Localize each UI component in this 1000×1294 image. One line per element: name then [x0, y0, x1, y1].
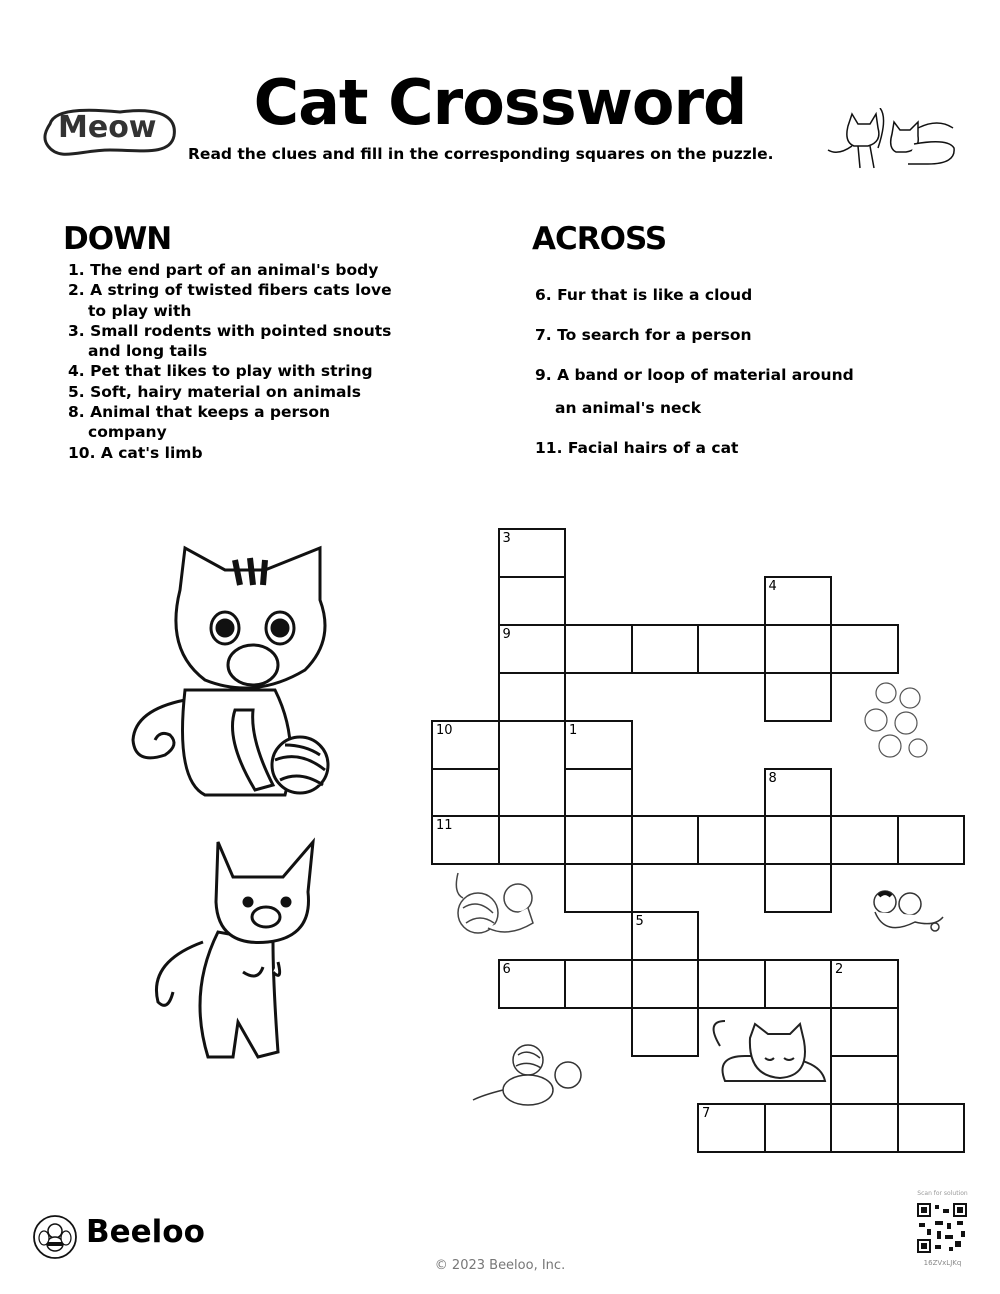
instructions: Read the clues and fill in the corresponding squares on the puzzle. [188, 145, 774, 163]
across-clue [535, 319, 875, 352]
clue-text-continued: an animal's neck [555, 399, 702, 417]
crossword-cell[interactable] [431, 815, 500, 865]
copyright: © 2023 Beeloo, Inc. [434, 1258, 566, 1273]
across-heading: ACROSS [532, 221, 667, 257]
crossword-cell[interactable] [764, 672, 833, 722]
crossword-cell[interactable] [764, 1103, 833, 1153]
clue-number: 8 [768, 770, 777, 786]
clue-number: 7 [702, 1105, 711, 1121]
crossword-cell[interactable] [764, 863, 833, 913]
down-clue: 10. A cat's limb [68, 443, 203, 462]
cat-with-yarn-illustration [448, 868, 543, 948]
crossword-cell[interactable] [897, 1103, 966, 1153]
clue-text: 9. A band or loop of material around [535, 366, 854, 384]
down-clues [68, 260, 398, 463]
crossword-cell[interactable] [897, 815, 966, 865]
crossword-cell[interactable] [631, 624, 700, 674]
crossword-cell[interactable] [830, 624, 899, 674]
crossword-cell[interactable] [764, 815, 833, 865]
across-clue [535, 432, 875, 465]
crossword-cell[interactable] [830, 1007, 899, 1057]
clue-number: 10 [436, 722, 453, 738]
cat-pile-illustration [858, 678, 933, 763]
across-clue [535, 359, 875, 425]
clue-text: 7. To search for a person [535, 326, 752, 344]
crossword-cell[interactable] [431, 768, 500, 818]
crossword-cell[interactable] [498, 815, 567, 865]
crossword-cell[interactable] [564, 959, 633, 1009]
crossword-cell[interactable] [697, 815, 766, 865]
crossword-cell[interactable] [764, 624, 833, 674]
clue-number: 11 [436, 818, 453, 834]
page-title: Cat Crossword [253, 66, 747, 139]
across-clues [535, 285, 875, 478]
cat-rolling-yarn-illustration [468, 1040, 593, 1110]
down-clue: 1. The end part of an animal's body [68, 261, 379, 279]
crossword-cell[interactable] [498, 624, 567, 674]
down-clue: 4. Pet that likes to play with string [68, 362, 373, 381]
crossword-cell[interactable] [830, 815, 899, 865]
crossword-cell[interactable] [764, 768, 833, 818]
clue-text: 11. Facial hairs of a cat [535, 439, 739, 457]
across-clue [535, 279, 875, 312]
down-clue: 2. A string of twisted fibers cats love to play with [68, 281, 392, 320]
crossword-cell[interactable] [498, 576, 567, 626]
down-heading: DOWN [63, 221, 172, 257]
clue-number: 4 [768, 578, 777, 594]
two-cats-illustration [818, 108, 958, 173]
crossword-cell[interactable] [498, 672, 567, 722]
crossword-cell[interactable] [498, 959, 567, 1009]
crossword-cell[interactable] [564, 768, 633, 818]
solution-qr-code[interactable] [917, 1203, 967, 1253]
crossword-cell[interactable] [564, 863, 633, 913]
crossword-cell[interactable] [631, 815, 700, 865]
crossword-cell[interactable] [631, 959, 700, 1009]
crossword-cell[interactable] [697, 624, 766, 674]
clue-number: 3 [502, 531, 511, 546]
clue-number: 1 [569, 722, 578, 738]
clue-number: 6 [502, 962, 511, 978]
down-clue: 5. Soft, hairy material on animals [68, 382, 361, 401]
solution-code: 16ZVxLJKq [923, 1259, 962, 1267]
crossword-cell[interactable] [764, 959, 833, 1009]
beeloo-brand: Beeloo [86, 1214, 205, 1250]
crossword-cell[interactable] [498, 528, 567, 578]
crossword-cell[interactable] [564, 720, 633, 770]
crossword-cell[interactable] [631, 911, 700, 961]
clue-number: 9 [502, 626, 511, 642]
crossword-cell[interactable] [830, 959, 899, 1009]
crossword-cell[interactable] [564, 815, 633, 865]
standing-cat-illustration [148, 832, 318, 1062]
kitten-with-yarn-illustration [125, 540, 335, 802]
clue-number: 5 [635, 914, 644, 930]
crossword-cell[interactable] [431, 720, 500, 770]
crossword-cell[interactable] [764, 576, 833, 626]
scan-for-solution-label: Scan for solution [917, 1190, 968, 1197]
beeloo-bee-logo [32, 1214, 78, 1260]
down-clue: 3. Small rodents with pointed snouts and long tails [68, 321, 392, 361]
playing-cats-illustration [855, 882, 945, 942]
meow-badge-text: Meow [58, 110, 157, 145]
clue-number: 2 [835, 962, 844, 978]
crossword-cell[interactable] [830, 1103, 899, 1153]
crossword-cell[interactable] [830, 1055, 899, 1105]
crossword-cell[interactable] [697, 959, 766, 1009]
crossword-cell[interactable] [697, 1103, 766, 1153]
down-clue: 8. Animal that keeps a person company [68, 403, 331, 442]
clue-text: 6. Fur that is like a cloud [535, 286, 753, 304]
sleeping-cat-illustration [700, 1016, 830, 1091]
crossword-cell[interactable] [564, 624, 633, 674]
crossword-cell[interactable] [631, 1007, 700, 1057]
